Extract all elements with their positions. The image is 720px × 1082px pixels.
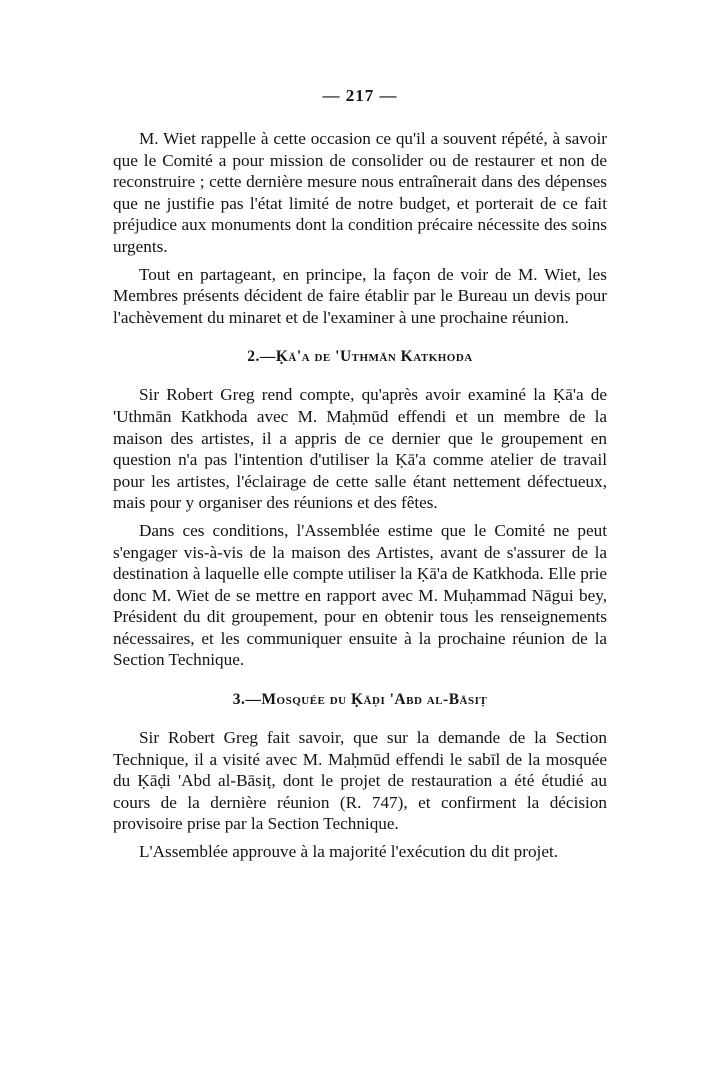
paragraph-assembly-decision: Dans ces conditions, l'Assemblée estime que le Comité ne peut s'engager vis-à-vis de la maison des Artistes, avant de s'assurer de la destination à laquelle elle compte utiliser la Ḳā'a de Katkhoda. Elle prie donc M. Wiet de se mettre en rapport avec M. Muḥammad Nāgui bey, Président du dit groupement, pour en obtenir tous les renseignements nécessaires, et les communiquer ensuite à la prochaine réunion de la Section Technique. bbox=[113, 520, 607, 670]
paragraph-wiet-restoration: M. Wiet rappelle à cette occasion ce qu'il a souvent répété, à savoir que le Comité a pour mission de consolider ou de restaurer et non de reconstruire ; cette dernière mesure nous entraînerait dans des dépenses que ne justifie pas l'état limité de notre budget, et porterait de ce fait préjudice aux monuments dont la condition précaire nécessite des soins urgents. bbox=[113, 129, 607, 256]
paragraph-greg-report: Sir Robert Greg rend compte, qu'après avoir examiné la Ḳā'a de 'Uthmān Katkhoda avec M. Maḥmūd effendi et un membre de la maison des artistes, il a appris de ce dernier que le groupement en question n'a pas l'intention d'utiliser la Ḳā'a comme atelier de travail pour les artistes, l'éclairage de cette salle étant nettement défectueux, mais pour y organiser des réunions et des fêtes. bbox=[113, 385, 607, 513]
paragraph-assembly-approval: L'Assemblée approuve à la majorité l'exécution du dit projet. bbox=[139, 842, 559, 862]
section-heading-qaa-uthman: 2.—Ḳā'a de 'Uthmān Katkhoda bbox=[247, 348, 473, 366]
document-page bbox=[113, 86, 607, 869]
paragraph-minaret-estimate: Tout en partageant, en principe, la façon de voir de M. Wiet, les Membres présents décident de faire établir par le Bureau un devis pour l'achèvement du minaret et de l'examiner à une prochaine réunion. bbox=[113, 264, 607, 327]
page-number: — 217 — bbox=[322, 86, 398, 105]
section-heading-mosque-qadi: 3.—Mosquée du Ḳāḍi 'Abd al-Bāsiṭ bbox=[232, 691, 488, 709]
paragraph-sabil-visit: Sir Robert Greg fait savoir, que sur la demande de la Section Technique, il a visité avec M. Maḥmūd effendi le sabīl de la mosquée du Ḳāḍi 'Abd al-Bāsiṭ, dont le projet de restauration a été étudié au cours de la dernière réunion (R. 747), et confirment la décision provisoire prise par la Section Technique. bbox=[113, 728, 607, 834]
